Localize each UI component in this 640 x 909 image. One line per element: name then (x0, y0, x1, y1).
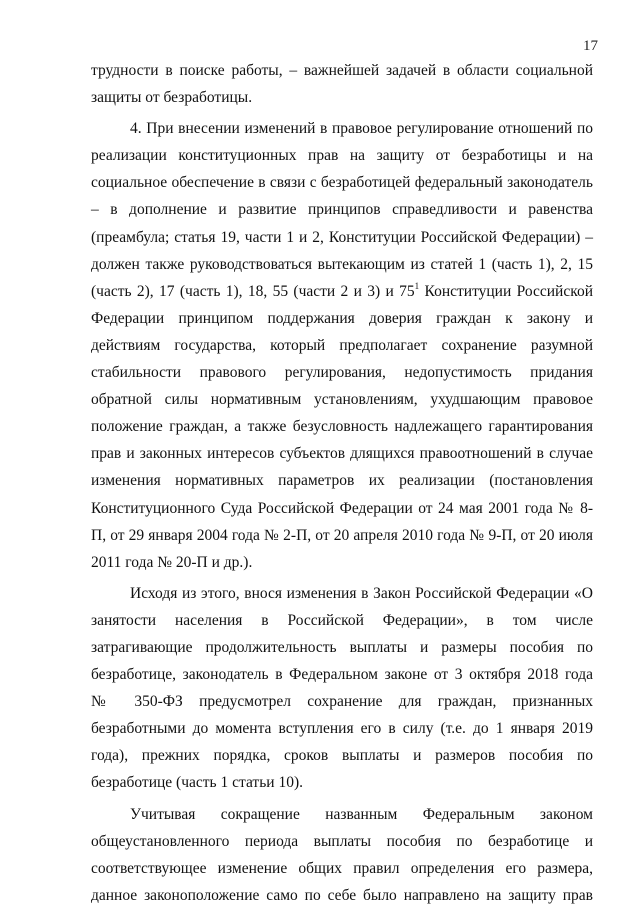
text-line: безработице, законодатель в Федеральном законе от 3 октября 2018 года (91, 666, 593, 684)
text-line: данное законоположение само по себе было направлено на защиту прав (91, 886, 593, 904)
text-line: должен также руководствоваться вытекающим из статей 1 (часть 1), 2, 15 (91, 255, 593, 273)
text-line: 2011 года № 20-П и др.). (91, 553, 253, 571)
text-line: № 350-ФЗ предусмотрел сохранение для граждан, признанных (91, 693, 593, 711)
text-line-with-superscript (91, 278, 593, 305)
text-line: затрагивающие продолжительность выплаты и размеры пособия по (91, 638, 593, 656)
superscript: 1 (414, 280, 420, 291)
text-line: 4. При внесении изменений в правовое регулирование отношений по (130, 120, 593, 138)
text-line: Учитывая сокращение названным Федеральным законом (130, 805, 593, 823)
text-line: Исходя из этого, внося изменения в Закон Российской Федерации «О (130, 584, 593, 602)
text-line: занятости населения в Российской Федерации», в том числе (91, 611, 593, 629)
text-line: общеустановленного периода выплаты пособия по безработице и (91, 832, 593, 850)
text-line: социальное обеспечение в связи с безработицей федеральный законодатель (91, 174, 593, 192)
body-text (91, 57, 593, 909)
text-fragment: (часть 2), 17 (часть 1), 18, 55 (части 2 и 3) и 75 (91, 282, 415, 300)
text-line: обратной силы нормативным установлениям, ухудшающим правовое (91, 391, 593, 409)
text-line: прав и законных интересов субъектов длящихся правоотношений в случае (91, 445, 593, 463)
text-line: соответствующее изменение общих правил определения его размера, (91, 859, 593, 877)
text-line: П, от 29 января 2004 года № 2-П, от 20 апреля 2010 года № 9-П, от 20 июля (91, 526, 593, 544)
text-line: года), прежних порядка, сроков выплаты и размеров пособия по (91, 747, 593, 765)
text-line: Федерации принципом поддержания доверия граждан к закону и (91, 309, 593, 327)
text-line: трудности в поиске работы, – важнейшей задачей в области социальной (91, 62, 593, 79)
text-line: (преамбула; статья 19, части 1 и 2, Конституции Российской Федерации) – (91, 228, 593, 246)
page-number: 17 (583, 38, 598, 54)
text-line: защиты от безработицы. (91, 89, 253, 107)
text-line: реализации конституционных прав на защиту от безработицы и на (91, 147, 593, 165)
text-line: безработице (часть 1 статьи 10). (91, 774, 303, 792)
text-fragment: Конституции Российской (419, 282, 593, 300)
text-line: Конституционного Суда Российской Федерации от 24 мая 2001 года № 8- (91, 499, 593, 517)
text-line: – в дополнение и развитие принципов справедливости и равенства (91, 201, 593, 219)
text-line: стабильности правового регулирования, недопустимость придания (91, 364, 593, 382)
text-line: положение граждан, а также безусловность надлежащего гарантирования (91, 418, 593, 436)
text-line: действиям государства, который предполагает сохранение разумной (91, 336, 593, 354)
text-line: безработными до момента вступления его в силу (т.е. до 1 января 2019 (91, 720, 593, 738)
text-line: изменения нормативных параметров их реализации (постановления (91, 472, 593, 490)
